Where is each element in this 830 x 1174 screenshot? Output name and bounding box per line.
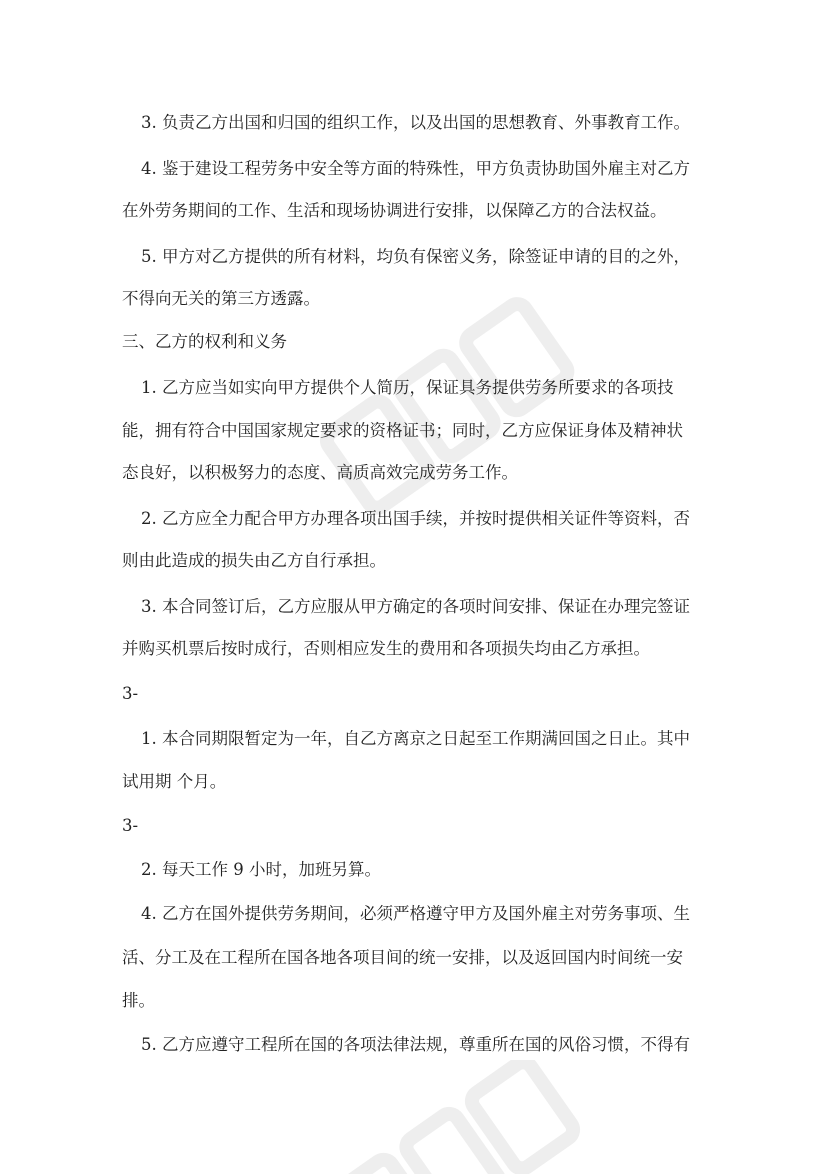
paragraph-line: 能，拥有符合中国国家规定要求的资格证书；同时，乙方应保证身体及精神状 [122, 421, 683, 440]
paragraph-line: 在外劳务期间的工作、生活和现场协调进行安排，以保障乙方的合法权益。 [122, 201, 667, 220]
section-marker: 3- [122, 684, 139, 703]
section-marker: 3- [122, 816, 139, 835]
paragraph-line: 不得向无关的第三方透露。 [122, 289, 320, 308]
paragraph-line: 并购买机票后按时成行，否则相应发生的费用和各项损失均由乙方承担。 [122, 639, 650, 658]
paragraph-line: 3. 负责乙方出国和归国的组织工作，以及出国的思想教育、外事教育工作。 [141, 113, 690, 132]
section-heading: 三、乙方的权利和义务 [122, 332, 287, 351]
paragraph-line: 1. 乙方应当如实向甲方提供个人简历，保证具务提供劳务所要求的各项技 [141, 378, 674, 397]
paragraph-line: 试用期 个月。 [122, 772, 227, 791]
paragraph-line: 2. 乙方应全力配合甲方办理各项出国手续，并按时提供相关证件等资料，否 [141, 509, 690, 528]
paragraph-line: 排。 [122, 991, 155, 1010]
watermark-logo [300, 280, 600, 540]
paragraph-line: 2. 每天工作 9 小时，加班另算。 [141, 860, 381, 879]
paragraph-line: 活、分工及在工程所在国各地各项目间的统一安排，以及返回国内时间统一安 [122, 948, 683, 967]
paragraph-line: 则由此造成的损失由乙方自行承担。 [122, 551, 386, 570]
paragraph-line: 1. 本合同期限暂定为一年，自乙方离京之日起至工作期满回国之日止。其中 [141, 729, 690, 748]
paragraph-line: 4. 鉴于建设工程劳务中安全等方面的特殊性，甲方负责协助国外雇主对乙方 [141, 159, 690, 178]
paragraph-line: 5. 乙方应遵守工程所在国的各项法律法规，尊重所在国的风俗习惯，不得有 [141, 1035, 690, 1054]
paragraph-line: 3. 本合同签订后，乙方应服从甲方确定的各项时间安排、保证在办理完签证 [141, 597, 690, 616]
paragraph-line: 4. 乙方在国外提供劳务期间，必须严格遵守甲方及国外雇主对劳务事项、生 [141, 904, 690, 923]
paragraph-line: 5. 甲方对乙方提供的所有材料，均负有保密义务，除签证申请的目的之外， [141, 247, 690, 266]
watermark-logo-bottom [300, 1060, 600, 1174]
paragraph-line: 态良好，以积极努力的态度、高质高效完成劳务工作。 [122, 463, 518, 482]
